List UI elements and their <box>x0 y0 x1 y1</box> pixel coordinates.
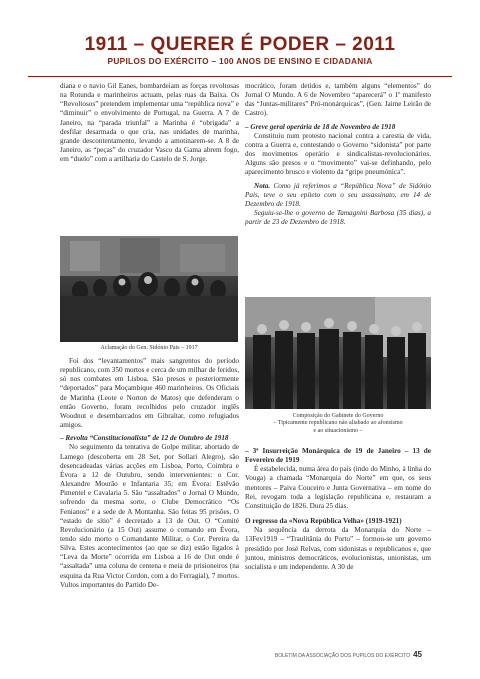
left-paragraph-2: Foi dos “levantamentos” mais sangrentos do período republicano, com 350 mortos e cerca de um milhar de feridos, só nos combates em Lisboa. São presos e posteriormente “deportados” para Moçambique 460 marinheiros. Os Oficiais de Marinha (Leote e Norton de Matos) que defenderam o então Governo, foram recolhidos pelo cruzador inglês Woodnut e desembarcados em Gibraltar, como refugiados amigos. <box>60 357 239 430</box>
right-paragraph-2: Constituiu num protesto nacional contra a carestia de vida, contra a Guerra e, contestando o Governo “sidonista” por parte dos movimentos operário e sindicalistas-revolucionários. Alguns são presos e o “movimento” vai-se definhando, pelo aparecimento brusco e violento da “gripe pneumónica”. <box>245 131 431 177</box>
photo-government-cabinet <box>245 297 431 409</box>
photo-caption-1: Aclamação do Gen. Sidónio Pais – 1917 <box>100 345 198 351</box>
page-subtitle: PUPILOS DO EXÉRCITO – 100 ANOS DE ENSINO E CIDADANIA <box>107 56 373 66</box>
right-paragraph-4: Na sequência da derrota da Monarquia do Norte – 13Fev1919 – “Traulitânia do Porto” – formou-se um governo presidido por José Relvas, com sidonistas e republicanos e, que juntou, ministros democráticos, evolucionistas, unionistas, um socialista e um independente. A 30 de <box>245 526 431 571</box>
photo-cabinet-illustration <box>245 297 431 409</box>
note-text: Como já referimos a “República Nova” de Sidónio Pais, teve o seu epíteto com o seu assassinato, em 14 de Dezembro de 1918. <box>245 181 431 208</box>
photo-crowd-illustration <box>60 236 238 342</box>
right-column <box>245 82 431 227</box>
left-paragraph-3: No seguimento da tentativa de Golpe militar, abortado de Lamego (descoberta em 28 Set, por Sollari Alegro), são desencadeadas várias acções em Lisboa, Porto, Coimbra e Évora a 12 de Outubro, sendo intervenientes: o Cor. Alexandre Mourão e Infantaria 35; em Évora: Estêvão Pimentel e Cavalaria 5. São “assaltados” o Jornal O Mundo, sofrendo da mesma sorte, o Clube Democrático “Os Fenianos” e a sede de A Montanha. São feitas 95 prisões. O “estado de sítio” é decretado a 13 de Out. O “Comité Revolucionário (a 15 Out) assume o comando em Évora, tendo sido morto o Comandante Militar, o Cor. Pereira da Silva. Estes acontecimentos (ao que se diz) estão ligados à “Leva da Morte” ocorrida em Lisboa a 16 de Out onde é “assaltada” uma coluna de centena e meia de prisioneiros (na esquina da Rua Victor Cordon, com a do Ferragial), 7 mortos. Vultos importantes do Partido De- <box>60 443 239 589</box>
note-paragraph-2: Seguiu-se-lhe o governo de Tamagnini Barbosa (35 dias), a partir de 23 de Dezembro de 1918. <box>245 209 431 227</box>
page-title: 1911 – QUERER É PODER – 2011 <box>84 34 396 55</box>
caption2-line-2: – Tipicamente republicano não aliabado ao afonsismo <box>273 420 403 427</box>
footer-text: BOLETIM DA ASSOCIAÇÃO DOS PUPILOS DO EXÉRCITO <box>274 653 411 659</box>
left-column-lower <box>60 357 239 590</box>
page-number: 45 <box>413 650 422 659</box>
header-divider <box>28 76 452 77</box>
caption2-line-1: Composição do Gabinete do Governo <box>292 413 384 419</box>
page-header <box>0 34 480 67</box>
section-heading-nova-republica: O regresso da «Nova República Velha» (1919-1921) <box>245 517 402 526</box>
left-column <box>60 82 239 164</box>
page-footer <box>275 650 422 659</box>
right-paragraph-3: É estabelecida, numa área do país (indo do Minho, à linha do Vouga) a chamada “Monarquia do Norte” em que, os seus mentores – Paiva Couceiro e Junta Governativa – em nome do Rei, revogam toda a legislação republicana e, restauram a Constituição de 1826. Dura 25 dias. <box>245 465 431 510</box>
section-heading-insurreicao-1919: – 3ª Insurreição Monárquica de 19 de Janeiro – 13 de Fevereiro de 1919 <box>245 447 431 465</box>
note-label: Nota. <box>254 181 271 190</box>
left-paragraph-1: diana e o navio Gil Eanes, bombardeiam as forças revoltosas na Rotunda e marinheiros actuam, pelas ruas da Baixa. Os “Revoltosos” pretendem implementar uma “república nova” e “diminuir” o envolvimento de Portugal, na Guerra. A 7 de Janeiro, na “parada triunfal” a Marinha é “obrigada” a desfilar desarmada o que cria, nas unidades de marinha, grande descontentamento, levando a amotinarem-se. A 8 de Janeiro, as “peças” do cruzador Vasco da Gama abrem fogo, em “duelo” com a artilharia do Castelo de S. Jorge. <box>60 82 239 164</box>
right-paragraph-1: mocrático, foram detidos e, também alguns “elementos” do Jornal O Mundo. A 6 de Novembro “aparecerá” o 1º manifesto das “Juntas-militares” Pró-monárquicas”, (Gen. Jaime Leirão de Castro). <box>245 82 431 118</box>
photo-caption-2 <box>245 413 431 435</box>
right-column-lower <box>245 443 431 572</box>
caption2-line-3: e ao situacionismo – <box>313 427 363 434</box>
photo-acclamation-sidonio-pais <box>60 236 238 342</box>
section-heading-greve-1918: – Greve geral operária de 18 de Novembro de 1918 <box>245 122 396 131</box>
note-paragraph-1 <box>245 182 431 209</box>
section-heading-revolta-1918: – Revolta “Constitucionalista” de 12 de Outubro de 1918 <box>60 434 229 443</box>
